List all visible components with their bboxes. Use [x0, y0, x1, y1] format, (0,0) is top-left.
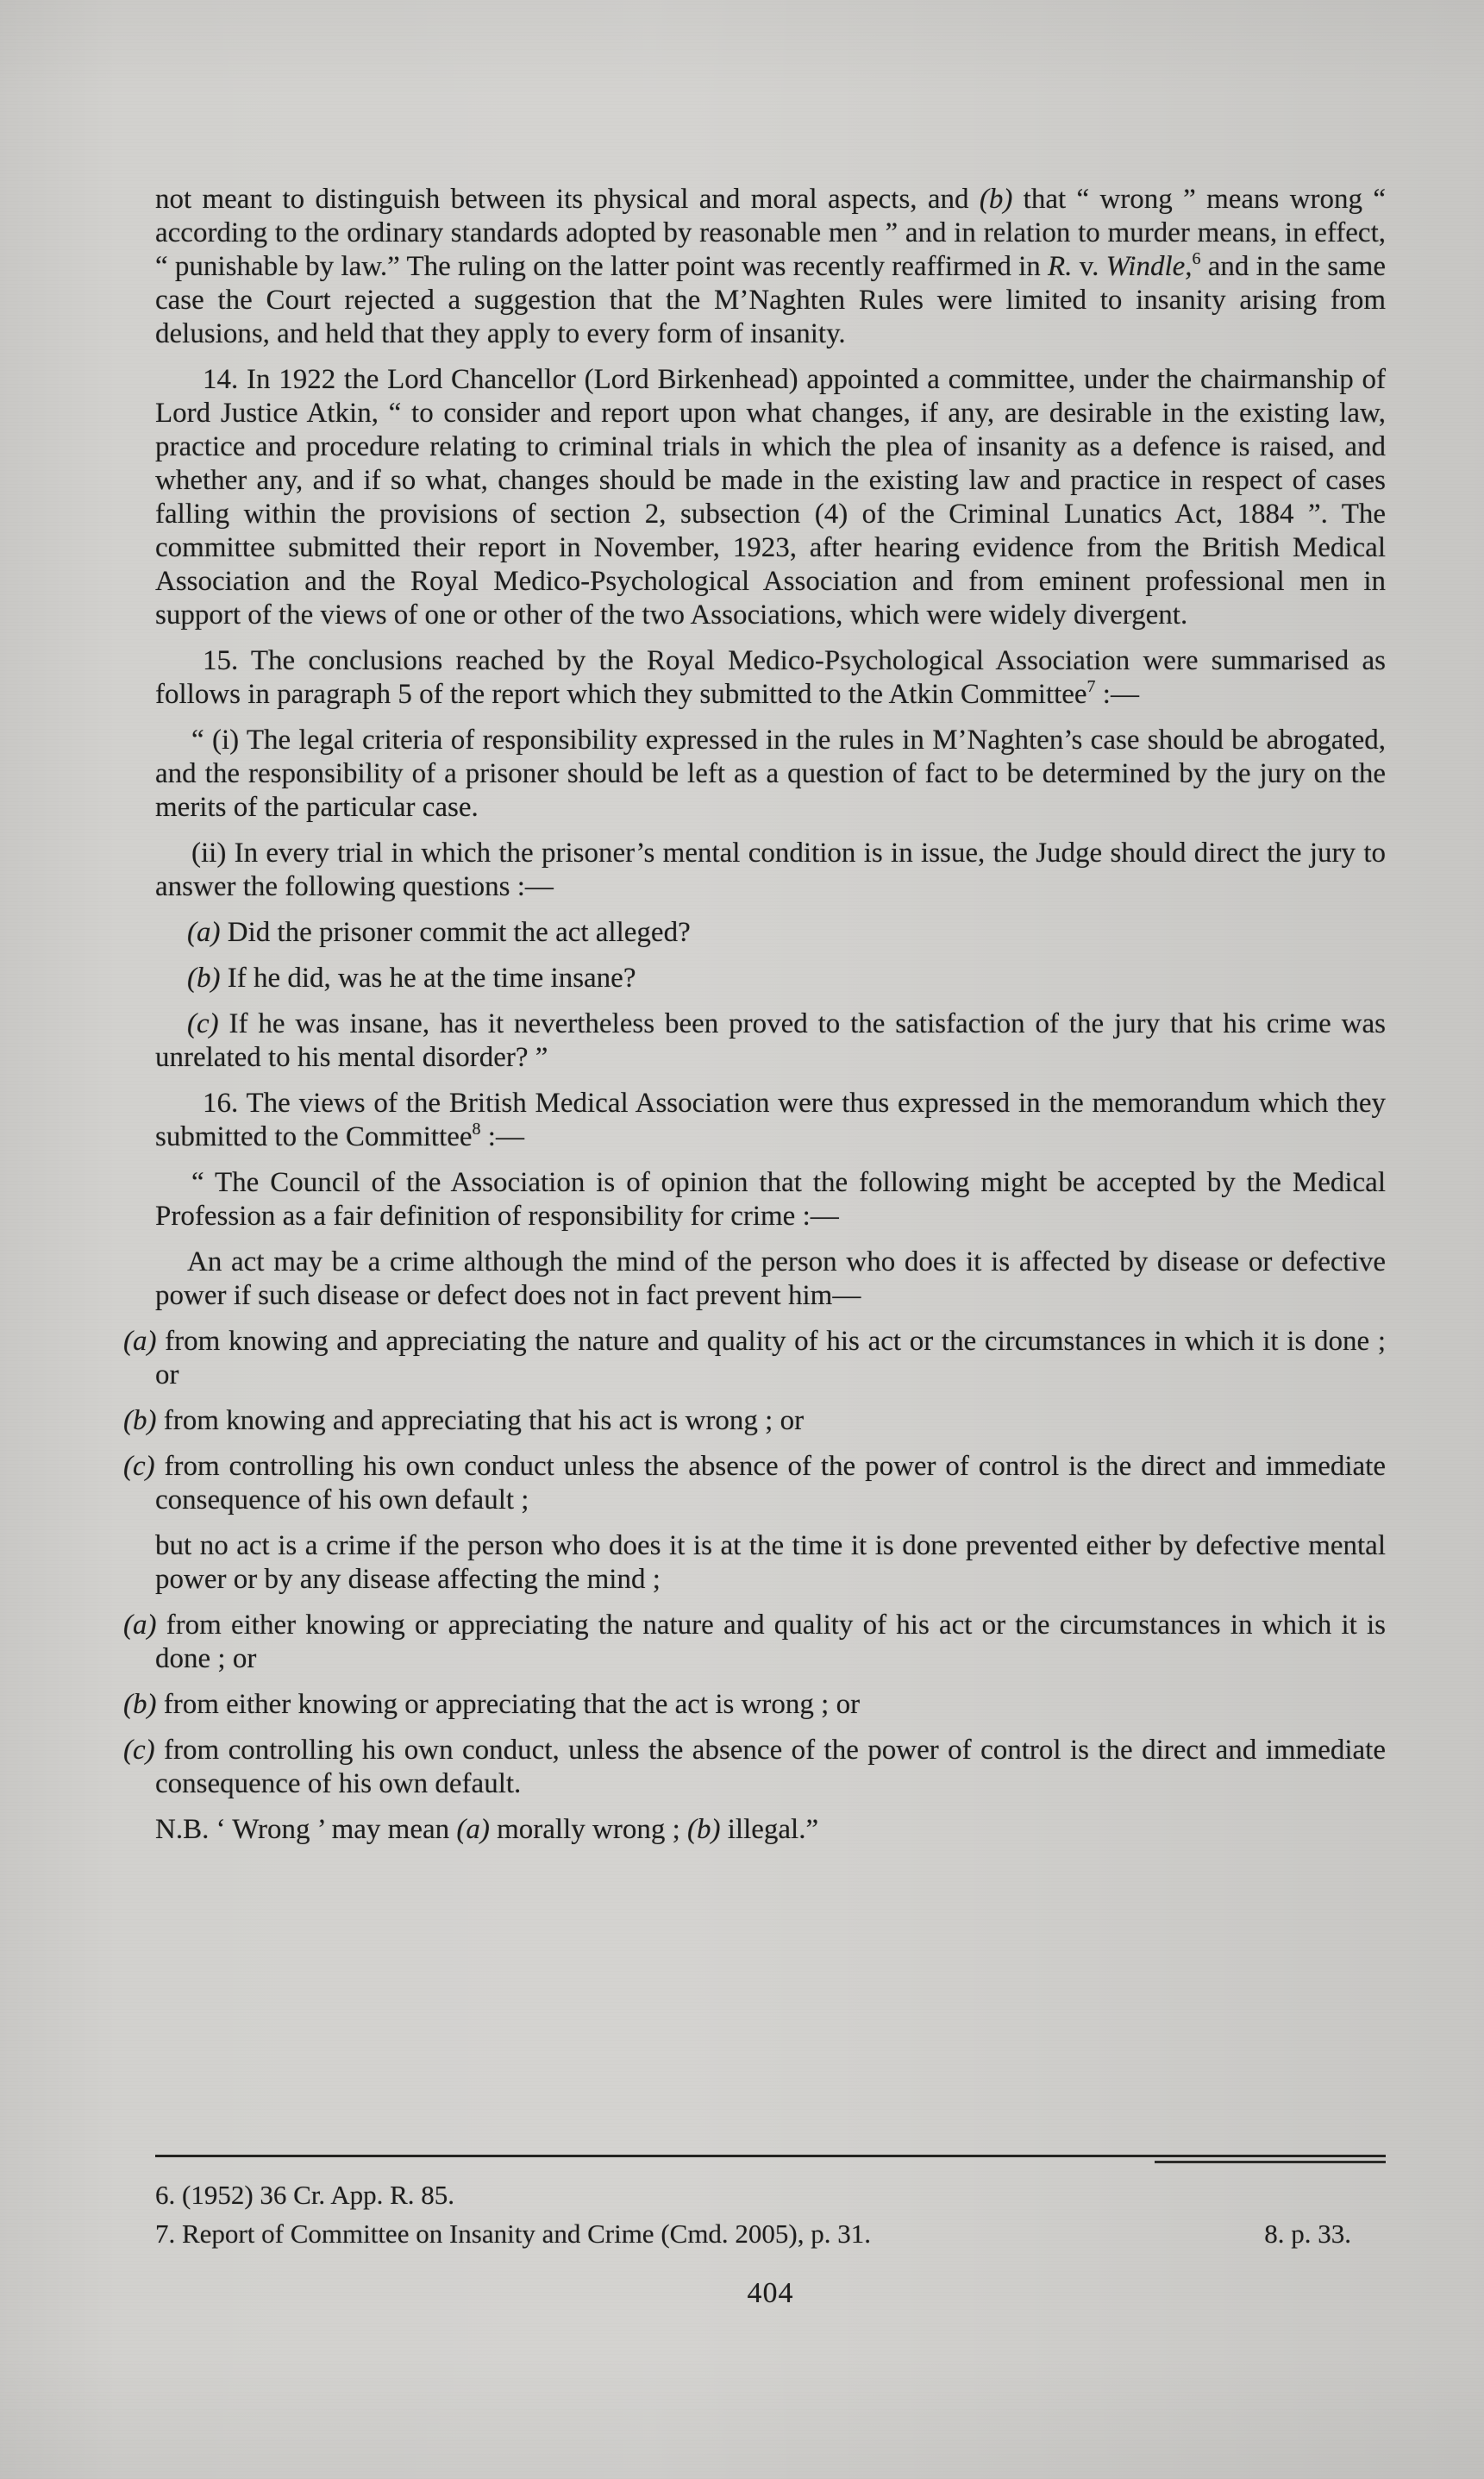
italic-run: (b)	[123, 1689, 157, 1720]
italic-run: (a)	[123, 1610, 157, 1641]
bma-def-a	[123, 1325, 1386, 1392]
footnote-marker: 7	[1086, 677, 1096, 696]
text-run: 16. The views of the British Medical Association were thus expressed in the memorandum which they submitted to the Committee	[155, 1088, 1386, 1152]
bma-nota-bene	[155, 1813, 1386, 1847]
text-run: 15. The conclusions reached by the Royal Medico-Psychological Association were summarised as follows in paragraph 5 of the report which they submitted to the Atkin Committee	[155, 645, 1386, 710]
footnote-6: 6. (1952) 36 Cr. App. R. 85.	[155, 2180, 455, 2210]
bma-def2-b	[123, 1688, 1386, 1722]
italic-run: (c)	[123, 1451, 155, 1482]
italic-run: Windle,	[1105, 251, 1193, 282]
italic-run: R.	[1048, 251, 1073, 282]
text-run: from controlling his own conduct, unless the absence of the power of control is the direct and immediate consequence of his own default.	[154, 1735, 1386, 1799]
italic-run: (b)	[187, 963, 221, 994]
footnote-rule-segment	[1155, 2161, 1386, 2163]
bma-council-intro	[155, 1166, 1386, 1233]
para-continuation	[155, 183, 1386, 351]
page-footer	[155, 2155, 1386, 2310]
text-run: but no act is a crime if the person who does it is at the time it is done prevented either by defective mental power or by any disease affecting the mind ;	[155, 1530, 1386, 1595]
text-run: from either knowing or appreciating that the act is wrong ; or	[156, 1689, 861, 1720]
italic-run: (a)	[187, 917, 221, 948]
text-column	[123, 183, 1386, 1847]
bma-def-b	[123, 1404, 1386, 1438]
italic-run: (b)	[687, 1814, 721, 1845]
para-14	[155, 363, 1386, 632]
text-run: N.B. ‘ Wrong ’ may mean	[155, 1814, 457, 1845]
para-15	[155, 644, 1386, 712]
text-run: An act may be a crime although the mind of the person who does it is affected by disease or defective power if such disease or defect does not in fact prevent him—	[155, 1246, 1386, 1311]
bma-def-c	[123, 1450, 1386, 1517]
text-run: that “ wrong ” means wrong “ according to the ordinary standards adopted by reasonable men ” and in relation to murder means, in effect, “ punishable by law.” The ruling on the latter point was recently reaffirmed in	[155, 184, 1386, 282]
text-run: “ The Council of the Association is of opinion that the following might be accepted by the Medical Profession as a fair definition of responsibility for crime :—	[155, 1167, 1386, 1232]
text-run: morally wrong ;	[489, 1814, 687, 1845]
text-run: from controlling his own conduct unless the absence of the power of control is the direct and immediate consequence of his own default ;	[154, 1451, 1386, 1516]
footnote-8: 8. p. 33.	[1264, 2219, 1351, 2249]
para-16	[155, 1087, 1386, 1154]
bma-def2-c	[123, 1734, 1386, 1801]
text-run: v.	[1072, 251, 1106, 282]
text-run: 14. In 1922 the Lord Chancellor (Lord Birkenhead) appointed a committee, under the chairmanship of Lord Justice Atkin, “ to consider and report upon what changes, if any, are desirable in the existing law, practice and procedure relating to criminal trials in which the plea of insanity as a defence is raised, and whether any, and if so what, changes should be made in the existing law and practice in respect of cases falling within the provisions of section 2, subsection (4) of the Criminal Lunatics Act, 1884 ”. The committee submitted their report in November, 1923, after hearing evidence from the British Medical Association and the Royal Medico-Psychological Association and from eminent professional men in support of the views of one or other of the two Associations, which were widely divergent.	[155, 364, 1386, 631]
text-run: and in the same case the Court rejected a suggestion that the M’Naghten Rules were limited to insanity arising from delusions, and held that they apply to every form of insanity.	[155, 251, 1386, 349]
text-run: from either knowing or appreciating the nature and quality of his act or the circumstances in which it is done ; or	[155, 1610, 1386, 1674]
text-run: (ii) In every trial in which the prisoner’s mental condition is in issue, the Judge should direct the jury to answer the following questions :—	[155, 838, 1386, 902]
text-run: “ (i) The legal criteria of responsibility expressed in the rules in M’Naghten’s case should be abrogated, and the responsibility of a prisoner should be left as a question of fact to be determined by the jury on the merits of the particular case.	[155, 725, 1386, 823]
text-run: If he did, was he at the time insane?	[220, 963, 636, 994]
footnote-row	[155, 2217, 1386, 2250]
text-run: :—	[1095, 679, 1139, 710]
italic-run: (c)	[187, 1008, 219, 1039]
text-run: Did the prisoner commit the act alleged?	[220, 917, 691, 948]
italic-run: (a)	[123, 1326, 157, 1357]
text-run: If he was insane, has it nevertheless been proved to the satisfaction of the jury that his crime was unrelated to his mental disorder? ”	[155, 1008, 1386, 1073]
footnote-marker: 6	[1192, 249, 1201, 268]
text-run: from knowing and appreciating that his act is wrong ; or	[156, 1405, 805, 1436]
bma-definition-intro	[155, 1246, 1386, 1313]
text-run: :—	[480, 1121, 524, 1152]
bma-def2-a	[123, 1609, 1386, 1676]
question-b	[155, 962, 1386, 995]
page-number: 404	[747, 2277, 794, 2309]
footnote-marker: 8	[472, 1120, 481, 1139]
text-run: from knowing and appreciating the nature and quality of his act or the circumstances in which it is done ; or	[155, 1326, 1386, 1390]
italic-run: (b)	[979, 184, 1013, 215]
italic-run: (c)	[123, 1735, 155, 1766]
text-run: illegal.”	[720, 1814, 819, 1845]
italic-run: (a)	[456, 1814, 490, 1845]
footnote-7: 7. Report of Committee on Insanity and Crime (Cmd. 2005), p. 31.	[155, 2219, 872, 2249]
question-a	[155, 916, 1386, 950]
question-c	[155, 1007, 1386, 1075]
footnote-rule	[155, 2155, 1386, 2157]
italic-run: (b)	[123, 1405, 157, 1436]
quote-item-i	[155, 724, 1386, 825]
quote-item-ii	[155, 837, 1386, 904]
bma-proviso	[155, 1529, 1386, 1597]
text-run: not meant to distinguish between its physical and moral aspects, and	[155, 184, 980, 215]
